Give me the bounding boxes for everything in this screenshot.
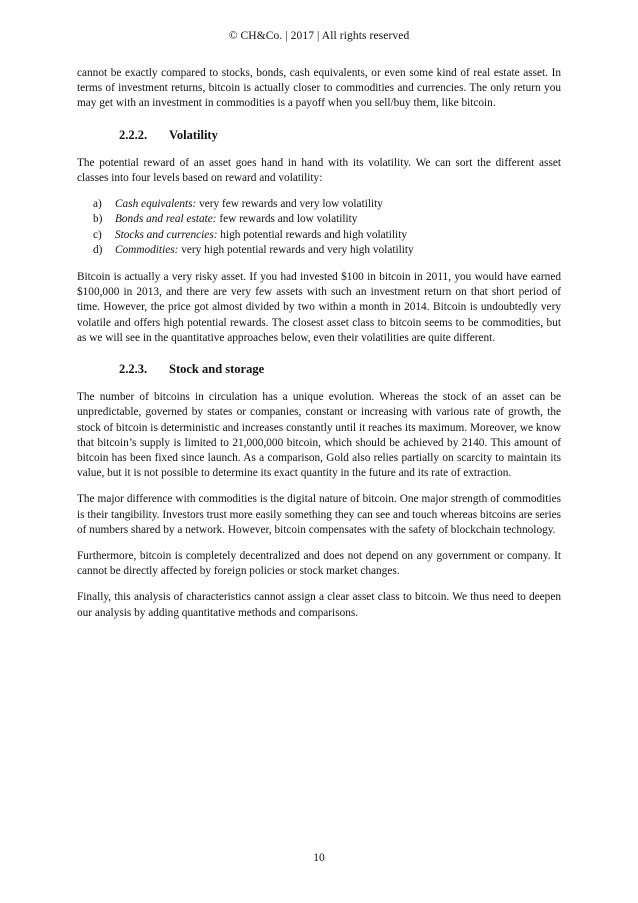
list-desc: few rewards and low volatility [216,213,358,226]
intro-paragraph: cannot be exactly compared to stocks, bonds, cash equivalents, or even some kind of real estate asset. In terms of investment returns, bitcoin is actually closer to commodities and currencies. The only return you may get with an investment in commodities is a payoff when you sell/buy them, like bitcoin. [77,67,561,110]
stock-paragraph-1: The number of bitcoins in circulation has a unique evolution. Whereas the stock of an asset can be unpredictable, governed by states or companies, constant or increasing with various rate of growth, the stock of bitcoin is deterministic and increases constantly until it reaches its maximum. Moreover, we know that bitcoin’s supply is limited to 21,000,000 bitcoin, which should be achieved by 2140. This amount of bitcoin has been fixed since launch. As a comparison, Gold also relies partially on scarcity to maintain its value, but it is not possible to determine its exact quantity in the future and its rate of extraction. [77,391,561,480]
section-number: 2.2.2. [119,127,148,142]
volatility-paragraph-2: Bitcoin is actually a very risky asset. If you had invested $100 in bitcoin in 2011, you would have earned $100,000 in 2013, and there are very few assets with such an investment return on that short period of time. However, the price got almost divided by two within a month in 2014. Bitcoin is undoubtedly very volatile and offers high potential rewards. The closest asset class to bitcoin seems to be commodities, but as we will see in the quantitative approaches below, even their volatilities are quite different. [77,271,561,344]
list-item [93,243,561,258]
list-item [93,197,561,212]
asset-class-list [93,197,561,258]
list-marker: c) [93,228,102,241]
list-item [93,228,561,243]
section-heading-stock [119,362,561,377]
page-header: © CH&Co. | 2017 | All rights reserved [228,30,410,42]
list-marker: d) [93,243,103,256]
section-heading-volatility [119,128,561,143]
stock-paragraph-2: The major difference with commodities is the digital nature of bitcoin. One major strength of commodities is their tangibility. Investors trust more easily something they can see and touch whereas bitcoins are series of numbers shared by a network. However, bitcoin compensates with the safety of blockchain technology. [77,493,561,536]
page-content [77,66,561,632]
section-title: Stock and storage [169,362,265,377]
list-desc: high potential rewards and high volatility [217,228,407,241]
list-marker: b) [93,213,103,226]
section-number: 2.2.3. [119,362,148,377]
list-item [93,212,561,227]
page-number: 10 [313,852,325,864]
list-marker: a) [93,198,102,211]
list-term: Stocks and currencies: [115,228,218,241]
list-term: Commodities: [115,243,179,256]
list-desc: very few rewards and very low volatility [196,198,383,211]
stock-paragraph-4: Finally, this analysis of characteristics cannot assign a clear asset class to bitcoin. We thus need to deepen our analysis by adding quantitative methods and comparisons. [77,591,561,619]
section-title: Volatility [169,127,218,142]
list-desc: very high potential rewards and very high volatility [178,243,414,256]
volatility-paragraph-1: The potential reward of an asset goes hand in hand with its volatility. We can sort the different asset classes into four levels based on reward and volatility: [77,156,561,185]
list-term: Bonds and real estate: [115,213,217,226]
stock-paragraph-3: Furthermore, bitcoin is completely decentralized and does not depend on any government or company. It cannot be directly affected by foreign policies or stock market changes. [77,550,561,578]
list-term: Cash equivalents: [115,198,197,211]
